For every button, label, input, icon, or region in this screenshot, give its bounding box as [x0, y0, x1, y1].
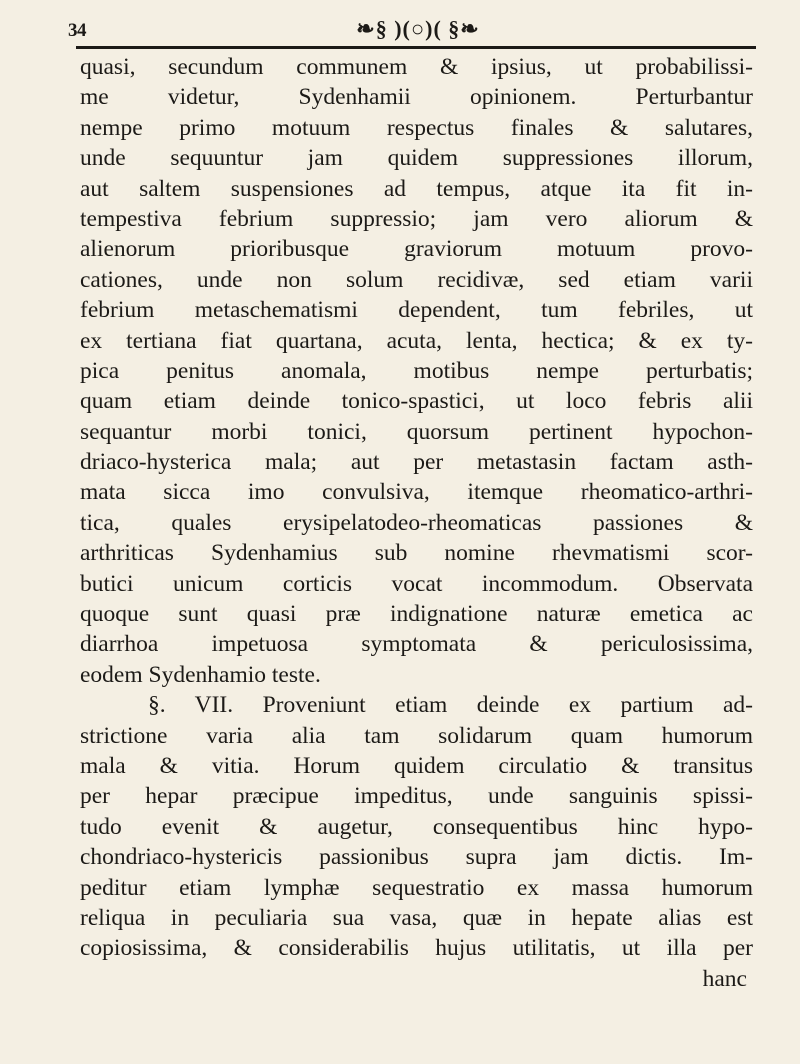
text-line: tempestiva febrium suppressio; jam vero aliorum &: [80, 205, 753, 232]
text-line: chondriaco-hystericis passionibus supra jam dictis. Im-: [80, 844, 753, 871]
text-line: tica, quales erysipelatodeo-rheomaticas passiones &: [80, 509, 753, 536]
header-ornament: ❧§ )(○)( §❧: [356, 16, 480, 41]
text-line: alienorum prioribusque graviorum motuum provo-: [80, 236, 753, 263]
text-line: peditur etiam lymphæ sequestratio ex massa humorum: [80, 874, 753, 901]
text-line: unde sequuntur jam quidem suppressiones illorum,: [80, 145, 753, 172]
text-line: ex tertiana fiat quartana, acuta, lenta, hectica; & ex ty-: [80, 327, 753, 354]
text-line: pica penitus anomala, motibus nempe perturbatis;: [80, 357, 753, 384]
text-line: quoque sunt quasi præ indignatione naturæ emetica ac: [80, 601, 753, 628]
text-line: butici unicum corticis vocat incommodum. Observata: [80, 570, 753, 597]
text-line: arthriticas Sydenhamius sub nomine rhevmatismi scor-: [80, 540, 753, 567]
text-line: mala & vitia. Horum quidem circulatio & transitus: [80, 752, 753, 779]
section-heading-line: §. VII. Proveniunt etiam deinde ex partium ad-: [148, 692, 753, 719]
text-line: per hepar præcipue impeditus, unde sanguinis spissi-: [80, 783, 753, 810]
catchword: hanc: [702, 965, 747, 992]
text-line: me videtur, Sydenhamii opinionem. Perturbantur: [80, 84, 753, 111]
text-line: mata sicca imo convulsiva, itemque rheomatico-arthri-: [80, 479, 753, 506]
text-line: quam etiam deinde tonico-spastici, ut loco febris alii: [80, 388, 753, 415]
text-line: driaco-hysterica mala; aut per metastasin factam asth-: [80, 449, 753, 476]
page-number: 34: [68, 20, 86, 41]
text-line: sequantur morbi tonici, quorsum pertinent hypochon-: [80, 418, 753, 445]
text-line: strictione varia alia tam solidarum quam humorum: [80, 722, 753, 749]
running-header: [68, 6, 748, 44]
header-rule: [76, 46, 756, 49]
text-line: aut saltem suspensiones ad tempus, atque ita fit in-: [80, 175, 753, 202]
text-line: tudo evenit & augetur, consequentibus hinc hypo-: [80, 813, 753, 840]
text-line: copiosissima, & considerabilis hujus utilitatis, ut illa per: [80, 935, 753, 962]
text-line: reliqua in peculiaria sua vasa, quæ in hepate alias est: [80, 904, 753, 931]
text-line: febrium metaschematismi dependent, tum febriles, ut: [80, 297, 753, 324]
body-text: [80, 52, 753, 994]
text-line: quasi, secundum communem & ipsius, ut probabilissi-: [80, 54, 753, 80]
text-line: nempe primo motuum respectus finales & salutares,: [80, 114, 753, 141]
text-line: cationes, unde non solum recidivæ, sed etiam varii: [80, 266, 753, 293]
paragraph-end-line: eodem Sydenhamio teste.: [80, 661, 321, 688]
text-line: diarrhoa impetuosa symptomata & periculosissima,: [80, 631, 753, 658]
